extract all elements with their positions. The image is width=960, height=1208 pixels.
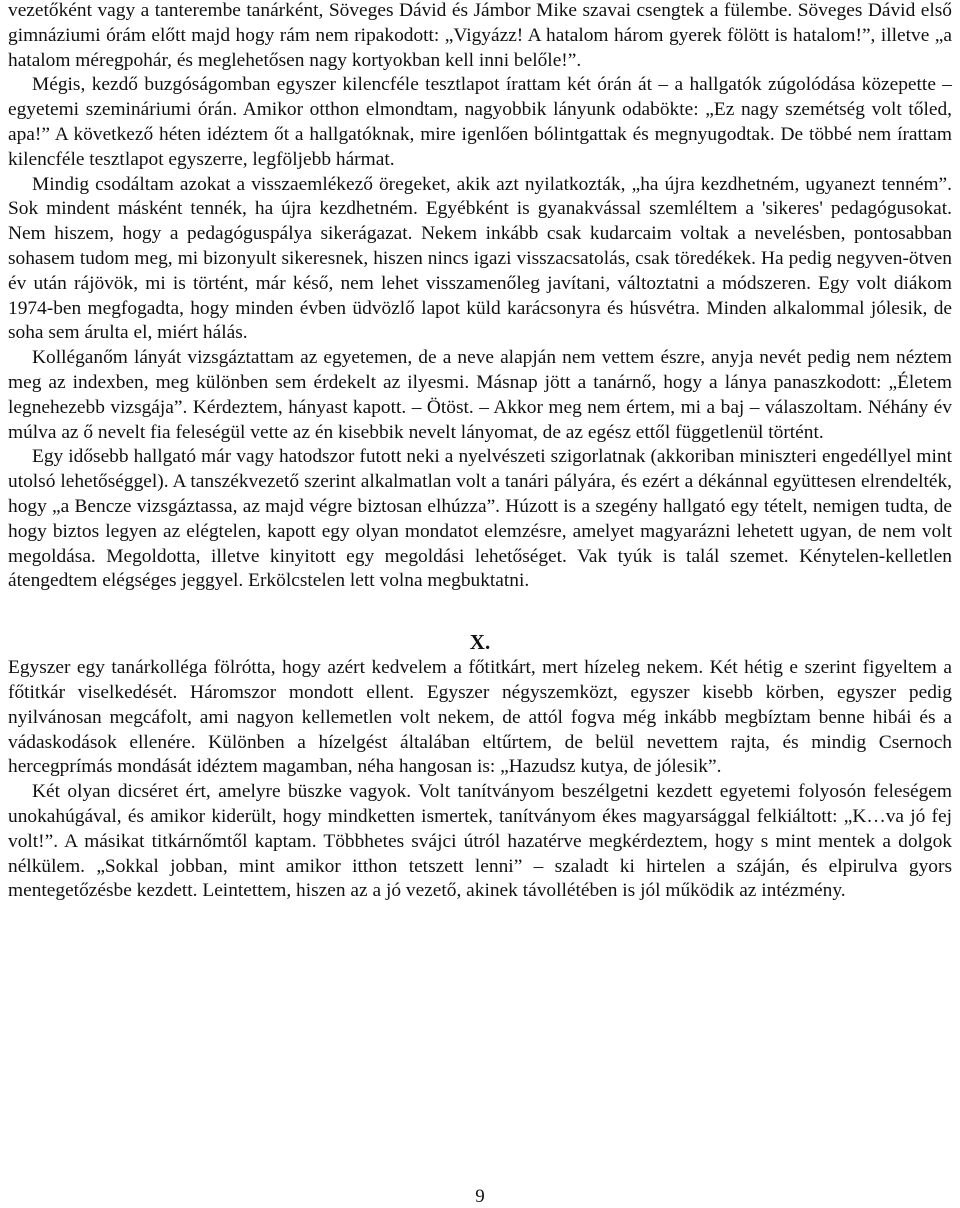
paragraph: Egyszer egy tanárkolléga fölrótta, hogy azért kedvelem a főtitkárt, mert hízeleg nekem. Két hétig e szerint figyeltem a főtitkár viselkedését. Háromszor mondott ellent. Egyszer négyszemközt, egyszer kisebb körben, egyszer pedig nyilvánosan megcáfolt, ami nagyon kellemetlen volt nekem, de attól fogva még inkább megbíztam benne hibái és a vádaskodások ellenére. Különben a hízelgést általában eltűrtem, de belül nevettem rajta, és mindig Csernoch hercegprímás mondását idéztem magamban, néha hangosan is: „Hazudsz kutya, de jólesik”. [8,657,952,778]
paragraph: Mindig csodáltam azokat a visszaemlékező öregeket, akik azt nyilatkozták, „ha újra kezdhetném, ugyanezt tenném”. Sok mindent másként tennék, ha újra kezdhetném. Egyébként is gyanakvással szemléltem a 'sikeres' pedagógusokat. Nem hiszem, hogy a pedagóguspálya sikerágazat. Nekem inkább csak kudarcaim voltak a nevelésben, pontosabban sohasem tudom meg, mi bizonyult sikeresnek, hiszen nincs igazi visszacsatolás, csak töredékek. Ha pedig negyven-ötven év után rájövök, mi is történt, már késő, nem lehet visszamenőleg javítani, változtatni a módszeren. Egy volt diákom 1974-ben megfogadta, hogy minden évben üdvözlő lapot küld karácsonyra és húsvétra. Minden alkalommal jólesik, de soha sem árulta el, miért hálás. [8,173,952,344]
paragraph: Egy idősebb hallgató már vagy hatodszor futott neki a nyelvészeti szigorlatnak (akkoriban miniszteri engedéllyel mint utolsó lehetőséggel). A tanszékvezető szerint alkalmatlan volt a tanári pályára, és ezért a dékánnal együttesen elrendelték, hogy „a Bencze vizsgáztassa, az majd végre biztosan elhúzza”. Húzott is a szegény hallgató egy tételt, nemigen tudta, de hogy biztos legyen az elégtelen, kapott egy olyan mondatot elemzésre, amelyet magyarázni lehetett ugyan, de nem volt megoldása. Megoldotta, illetve kinyitott egy megoldási lehetőséget. Vak tyúk is talál szemet. Kénytelen-kelletlen átengedtem elégséges jeggyel. Erkölcstelen lett volna megbuktatni. [8,446,952,592]
section-heading: X. [469,630,491,655]
paragraph: Két olyan dicséret ért, amelyre büszke vagyok. Volt tanítványom beszélgetni kezdett egyetemi folyosón feleségem unokahúgával, és amikor kiderült, hogy mindketten ismertek, tanítványom ékes magyarsággal felkiáltott: „K…va jó fej volt!”. A másikat titkárnőmtől kaptam. Többhetes svájci útról hazatérve megkérdeztem, hogy s mint mentek a dolgok nélkülem. „Sokkal jobban, mint amikor itthon tetszett lenni” – szaladt ki hirtelen a száján, és elpirulva gyors mentegetőzésbe kezdett. Leintettem, hiszen az a jó vezető, akinek távollétében is jól működik az intézmény. [8,781,952,902]
paragraph-continued: vezetőként vagy a tanterembe tanárként, Söveges Dávid és Jámbor Mike szavai csengtek a fülembe. Söveges Dávid első gimnáziumi órám előtt majd hogy rám nem ripakodott: „Vigyázz! A hatalom három gyerek fölött is hatalom!”, illetve „a hatalom méregpohár, és meglehetősen nagy kortyokban kell inni belőle!”. [8,0,952,71]
document-page [8,0,952,904]
paragraph: Mégis, kezdő buzgóságomban egyszer kilencféle tesztlapot írattam két órán át – a hallgatók zúgolódása közepette – egyetemi szemináriumi órán. Amikor otthon elmondtam, nagyobbik lányunk odabökte: „Ez nagy szemétség volt tőled, apa!” A következő héten idéztem őt a hallgatóknak, mire igenlően bólintgattak és megnyugodtak. De többé nem írattam kilencféle tesztlapot egyszerre, legföljebb hármat. [8,74,952,170]
paragraph: Kolléganőm lányát vizsgáztattam az egyetemen, de a neve alapján nem vettem észre, anyja nevét pedig nem néztem meg az indexben, meg különben sem érdekelt az ilyesmi. Másnap jött a tanárnő, hogy a lánya panaszkodott: „Életem legnehezebb vizsgája”. Kérdeztem, hányast kapott. – Ötöst. – Akkor meg nem értem, mi a baj – válaszoltam. Néhány év múlva az ő nevelt fia feleségül vette az én kisebbik nevelt lányomat, de az egész ettől függetlenül történt. [8,347,952,443]
page-number: 9 [475,1186,485,1207]
